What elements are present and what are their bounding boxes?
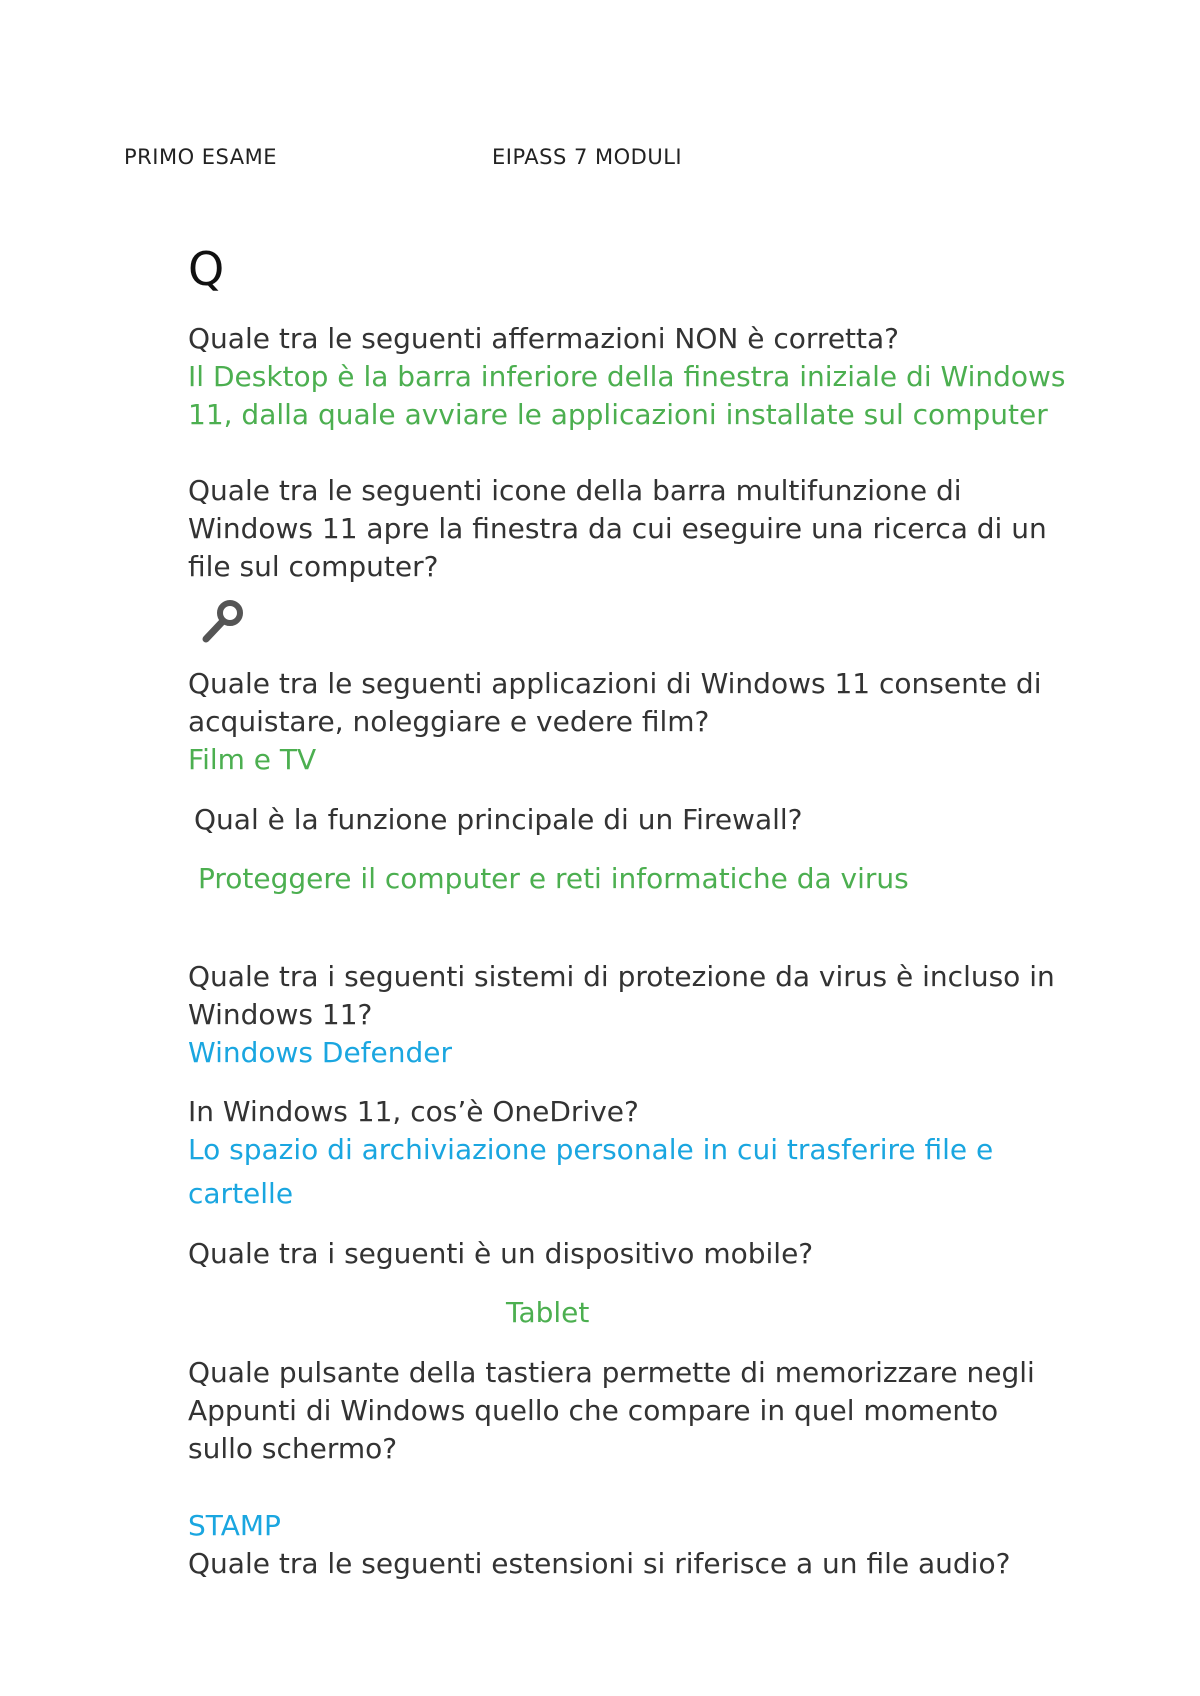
question-2-line-1: Quale tra le seguenti icone della barra multifunzione di <box>188 474 962 507</box>
question-2-line-2: Windows 11 apre la finestra da cui eseguire una ricerca di un <box>188 512 1047 545</box>
question-3-line-2: acquistare, noleggiare e vedere film? <box>188 705 710 738</box>
question-2-line-3: file sul computer? <box>188 550 439 583</box>
question-7: Quale tra i seguenti è un dispositivo mobile? <box>188 1237 814 1270</box>
question-4: Qual è la funzione principale di un Firewall? <box>194 803 803 836</box>
answer-8: STAMP <box>188 1509 281 1542</box>
answer-4: Proteggere il computer e reti informatiche da virus <box>198 862 909 895</box>
answer-6-line-2: cartelle <box>188 1177 294 1210</box>
header-left: PRIMO ESAME <box>124 145 278 169</box>
answer-6-line-1: Lo spazio di archiviazione personale in cui trasferire file e <box>188 1133 994 1166</box>
question-8-line-2: Appunti di Windows quello che compare in quel momento <box>188 1394 999 1427</box>
question-5-line-1: Quale tra i seguenti sistemi di protezione da virus è incluso in <box>188 960 1055 993</box>
question-5-line-2: Windows 11? <box>188 998 373 1031</box>
question-6: In Windows 11, cos’è OneDrive? <box>188 1095 639 1128</box>
header-right: EIPASS 7 MODULI <box>492 145 683 169</box>
search-icon <box>200 597 248 645</box>
big-letter-q: Q <box>188 242 225 296</box>
question-8-line-1: Quale pulsante della tastiera permette di memorizzare negli <box>188 1356 1035 1389</box>
question-3-line-1: Quale tra le seguenti applicazioni di Windows 11 consente di <box>188 667 1042 700</box>
answer-1-line-1: Il Desktop è la barra inferiore della finestra iniziale di Windows <box>188 360 1066 393</box>
question-1: Quale tra le seguenti affermazioni NON è corretta? <box>188 322 900 355</box>
answer-7: Tablet <box>506 1296 590 1329</box>
question-8-line-3: sullo schermo? <box>188 1432 398 1465</box>
answer-1-line-2: 11, dalla quale avviare le applicazioni installate sul computer <box>188 398 1048 431</box>
answer-5: Windows Defender <box>188 1036 453 1069</box>
question-9: Quale tra le seguenti estensioni si riferisce a un file audio? <box>188 1547 1011 1580</box>
answer-3: Film e TV <box>188 743 317 776</box>
